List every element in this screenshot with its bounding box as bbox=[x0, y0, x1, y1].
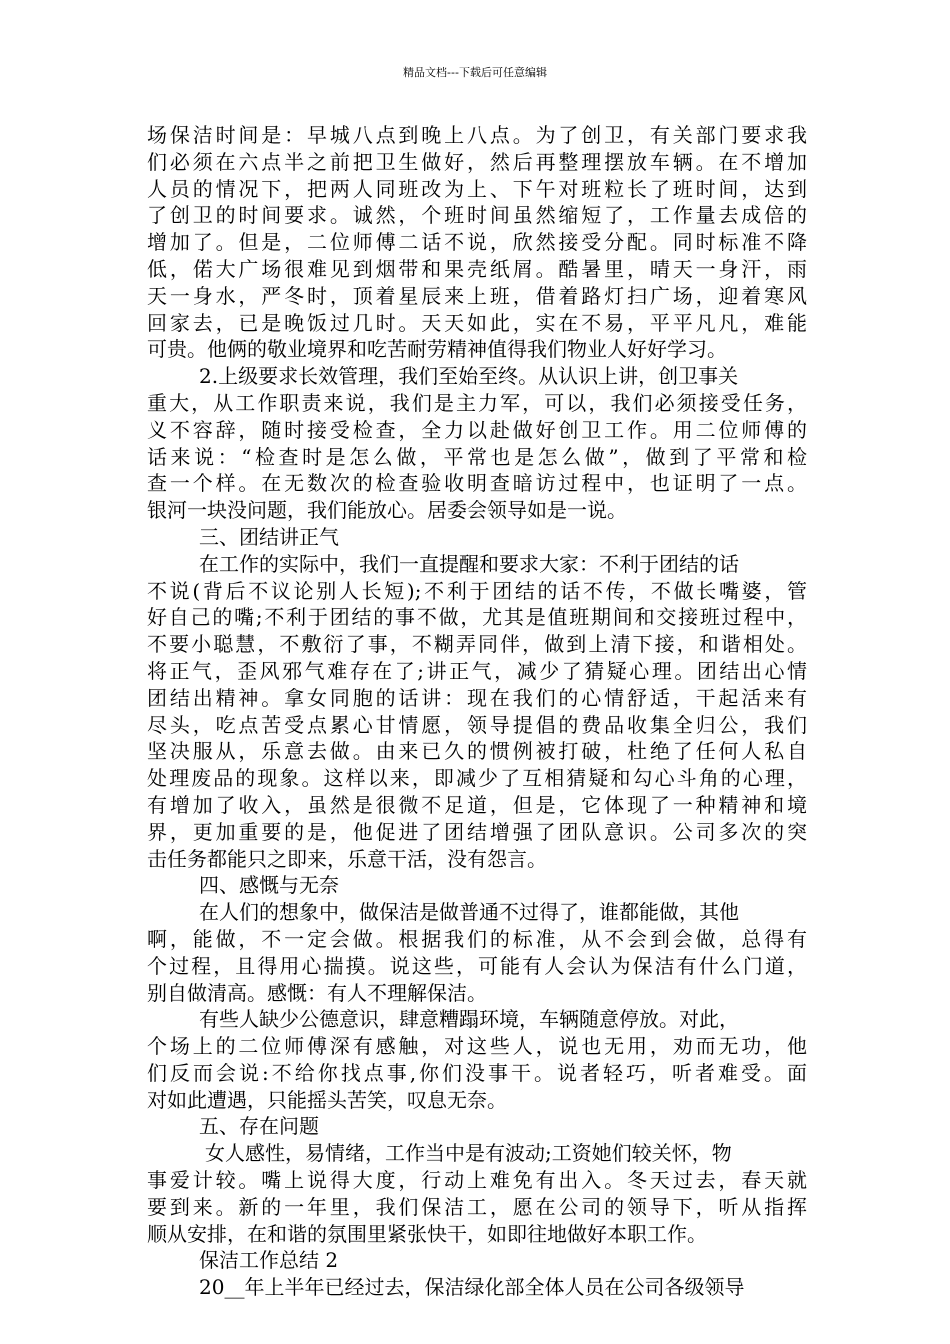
text-line: 坚决服从，乐意去做。由来已久的惯例被打破，杜绝了任何人私自 bbox=[147, 739, 807, 764]
text-line: 四、感慨与无奈 bbox=[199, 873, 339, 898]
page-header: 精品文档---下载后可任意编辑 bbox=[403, 66, 547, 79]
text-line: 回家去，已是晚饭过几时。天天如此，实在不易，平平凡凡，难能 bbox=[147, 310, 807, 335]
text-line: 界，更加重要的是，他促进了团结增强了团队意识。公司多次的突 bbox=[147, 819, 807, 844]
text-line: 20__年上半年已经过去，保洁绿化部全体人员在公司各级领导 bbox=[199, 1275, 745, 1300]
text-line: 别自做清高。感慨：有人不理解保洁。 bbox=[147, 980, 487, 1005]
text-line: 天一身水，严冬时，顶着星辰来上班，借着路灯扫广场，迎着寒风 bbox=[147, 283, 807, 308]
text-line: 对如此遭遇，只能摇头苦笑，叹息无奈。 bbox=[147, 1087, 507, 1112]
text-line: 场保洁时间是：早城八点到晚上八点。为了创卫，有关部门要求我 bbox=[147, 123, 807, 147]
text-line: 2.上级要求长效管理，我们至始至终。从认识上讲，创卫事关 bbox=[199, 364, 739, 389]
text-line: 在工作的实际中，我们一直提醒和要求大家：不利于团结的话 bbox=[199, 551, 739, 576]
document-body bbox=[147, 122, 807, 1301]
text-line: 义不容辞，随时接受检查，全力以赴做好创卫工作。用二位师傅的 bbox=[147, 417, 807, 442]
text-line: 在人们的想象中，做保洁是做普通不过得了，谁都能做，其他 bbox=[199, 900, 739, 925]
text-line: 啊，能做，不一定会做。根据我们的标准，从不会到会做，总得有 bbox=[147, 926, 807, 951]
text-line: 不说(背后不议论别人长短);不利于团结的话不传，不做长嘴婆，管 bbox=[147, 578, 807, 603]
text-line: 们反而会说:不给你找点事,你们没事干。说者轻巧，听者难受。面 bbox=[147, 1060, 807, 1085]
text-line: 们必须在六点半之前把卫生做好，然后再整理摆放车辆。在不增加 bbox=[147, 149, 807, 174]
text-line: 尽头，吃点苦受点累心甘情愿，领导提倡的费品收集全归公，我们 bbox=[147, 712, 807, 737]
text-line: 击任务都能只之即来，乐意干活，没有怨言。 bbox=[147, 846, 547, 871]
text-line: 顺从安排，在和谐的氛围里紧张快干，如即往地做好本职工作。 bbox=[147, 1221, 707, 1246]
text-line: 人员的情况下，把两人同班改为上、下午对班粒长了班时间，达到 bbox=[147, 176, 807, 201]
text-line: 好自己的嘴;不利于团结的事不做，尤其是值班期间和交接班过程中， bbox=[147, 605, 807, 630]
text-line: 处理废品的现象。这样以来，即减少了互相猜疑和勾心斗角的心理， bbox=[147, 766, 807, 791]
text-line: 低，偌大广场很难见到烟带和果壳纸屑。酷暑里，晴天一身汗，雨 bbox=[147, 256, 807, 281]
text-line: 个过程，且得用心揣摸。说这些，可能有人会认为保洁有什么门道， bbox=[147, 953, 807, 978]
text-line: 保洁工作总结 2 bbox=[199, 1248, 339, 1273]
text-line: 了创卫的时间要求。诚然，个班时间虽然缩短了，工作量去成倍的 bbox=[147, 203, 807, 228]
text-line: 银河一块没问题，我们能放心。居委会领导如是一说。 bbox=[147, 498, 627, 523]
text-line: 增加了。但是，二位师傅二话不说，欣然接受分配。同时标准不降 bbox=[147, 230, 807, 255]
text-line: 要到来。新的一年里，我们保洁工，愿在公司的领导下，听从指挥 bbox=[147, 1194, 807, 1219]
text-line: 可贵。他俩的敬业境界和吃苦耐劳精神值得我们物业人好好学习。 bbox=[147, 337, 727, 362]
text-line: 将正气，歪风邪气难存在了;讲正气，减少了猜疑心理。团结出心情 bbox=[147, 658, 807, 683]
text-line: 五、存在问题 bbox=[199, 1114, 319, 1139]
text-line: 女人感性，易情绪，工作当中是有波动;工资她们较关怀，物 bbox=[205, 1141, 732, 1166]
text-line: 个场上的二位师傅深有感触，对这些人，说也无用，劝而无功，他 bbox=[147, 1034, 807, 1059]
text-line: 不要小聪慧，不敷衍了事，不糊弄同伴，做到上清下接，和谐相处。 bbox=[147, 632, 807, 657]
text-line: 重大，从工作职责来说，我们是主力军，可以，我们必须接受任务， bbox=[147, 390, 807, 415]
text-line: 有增加了收入，虽然是很微不足道，但是，它体现了一种精神和境 bbox=[147, 792, 807, 817]
text-line: 三、团结讲正气 bbox=[199, 524, 339, 549]
text-line: 事爱计较。嘴上说得大度，行动上难免有出入。冬天过去，春天就 bbox=[147, 1168, 807, 1193]
text-line: 话来说：“检查时是怎么做，平常也是怎么做”，做到了平常和检 bbox=[147, 444, 807, 469]
text-line: 有些人缺少公德意识，肆意糟蹋环境，车辆随意停放。对此， bbox=[199, 1007, 739, 1032]
text-line: 查一个样。在无数次的检查验收明查暗访过程中，也证明了一点。 bbox=[147, 471, 807, 496]
text-line: 团结出精神。拿女同胞的话讲：现在我们的心情舒适，干起活来有 bbox=[147, 685, 807, 710]
